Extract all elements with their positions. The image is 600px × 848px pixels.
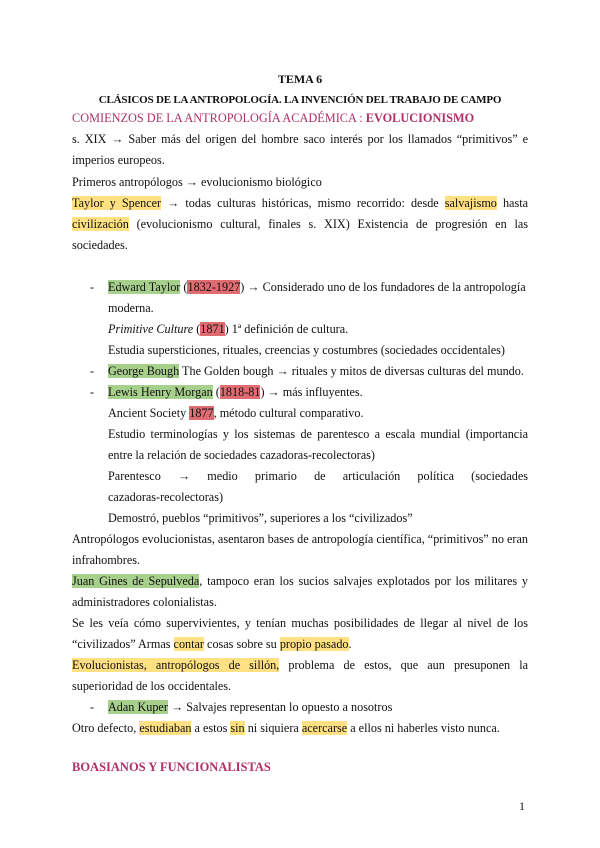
highlight-sin: sin [230, 721, 245, 735]
text-run: hasta [496, 196, 529, 210]
highlight-evolucionistas: Evolucionistas, antropólogos de sillón, [72, 658, 280, 672]
section-heading-boasianos: BOASIANOS Y FUNCIONALISTAS [72, 760, 271, 774]
text-run: a ellos ni haberles visto nunca. [347, 721, 500, 735]
highlight-george-bough: George Bough [108, 364, 180, 378]
section-label-bold: EVOLUCIONISMO [365, 111, 475, 125]
paragraph-line: moderna. [108, 301, 154, 315]
highlight-taylor-spencer: Taylor y Spencer [72, 196, 162, 210]
paragraph-line: Estudio terminologías y los sistemas de parentesco a escala mundial (importancia [108, 427, 528, 441]
highlight-estudiaban: estudiaban [139, 721, 192, 735]
highlight-adan-kuper: Adan Kuper [108, 700, 168, 714]
text-run: a estos [191, 721, 231, 735]
highlight-acercarse: acercarse [301, 721, 348, 735]
text-run: → Salvajes representan lo opuesto a nosotros [167, 700, 393, 714]
text-run: ( [212, 385, 220, 399]
text-run: , método cultural comparativo. [213, 406, 364, 420]
paragraph-line [72, 721, 500, 736]
highlight-years: 1818-81 [219, 385, 261, 399]
paragraph-line [72, 637, 352, 652]
text-run: problema de estos, que aun presuponen la [279, 658, 528, 672]
bullet-dash: - [90, 280, 95, 294]
text-run: ( [180, 280, 188, 294]
paragraph-line: administradores colonialistas. [72, 595, 217, 609]
highlight-sepulveda: Juan Gines de Sepulveda [72, 574, 200, 588]
document-title: TEMA 6 [277, 72, 323, 86]
text-run: ) → Considerado uno de los fundadores de la antropología [240, 280, 526, 294]
text-run: Otro defecto, [72, 721, 140, 735]
highlight-propio-pasado: propio pasado [279, 637, 349, 651]
paragraph-line: entre la relación de sociedades cazadoras-recolectoras) [108, 448, 375, 462]
paragraph-line: imperios europeos. [72, 153, 165, 167]
bullet-george-bough [108, 364, 524, 379]
highlight-lewis-morgan: Lewis Henry Morgan [108, 385, 213, 399]
paragraph-line: infrahombres. [72, 553, 141, 567]
highlight-edward-taylor: Edward Taylor [108, 280, 181, 294]
paragraph-line: Demostró, pueblos “primitivos”, superiores a los “civilizados” [108, 511, 413, 525]
section-heading-evolucionismo [72, 111, 474, 126]
paragraph-line: Se les veía cómo supervivientes, y tenían muchas posibilidades de llegar al nivel de los [72, 616, 528, 630]
highlight-years: 1832-1927 [187, 280, 241, 294]
text-run: ) → más influyentes. [260, 385, 363, 399]
work-title: Primitive Culture [108, 322, 194, 336]
text-run: → todas culturas históricas, mismo recorrido: desde [161, 196, 445, 210]
bullet-edward-taylor [108, 280, 526, 295]
text-run: . [348, 637, 352, 651]
highlight-year: 1877 [189, 406, 214, 420]
page-number: 1 [519, 799, 525, 813]
highlight-year: 1871 [200, 322, 225, 336]
text-run: ni siquiera [244, 721, 302, 735]
paragraph-line [72, 658, 528, 673]
highlight-contar: contar [173, 637, 204, 651]
bullet-lewis-morgan [108, 385, 363, 400]
paragraph-line: superioridad de los occidentales. [72, 679, 232, 693]
text-run: (evolucionismo cultural, finales s. XIX) Existencia de progresión en las [128, 217, 528, 231]
paragraph-line: s. XIX → Saber más del origen del hombre saco interés por los llamados “primitivos” e [72, 132, 528, 146]
paragraph-line: cazadoras-recolectoras) [108, 490, 224, 504]
paragraph-line: Estudia supersticiones, rituales, creencias y costumbres (sociedades occidentales) [108, 343, 505, 357]
bullet-dash: - [90, 385, 95, 399]
bullet-dash: - [90, 364, 95, 378]
document-subtitle: CLÁSICOS DE LA ANTROPOLOGÍA. LA INVENCIÓN DEL TRABAJO DE CAMPO [98, 94, 502, 106]
section-label: COMIENZOS DE LA ANTROPOLOGÍA ACADÉMICA : [72, 111, 366, 125]
paragraph-line: Primeros antropólogos → evolucionismo biológico [72, 175, 322, 189]
paragraph-line [72, 217, 528, 232]
highlight-civilizacion: civilización [72, 217, 129, 231]
paragraph-line [108, 406, 364, 421]
paragraph-line: sociedades. [72, 238, 128, 252]
text-run: cosas sobre su [203, 637, 280, 651]
text-run: , tampoco eran los sucios salvajes explotados por los militares y [199, 574, 528, 588]
paragraph-line [72, 196, 528, 211]
highlight-salvajismo: salvajismo [444, 196, 497, 210]
paragraph-line [72, 574, 528, 589]
bullet-dash: - [90, 700, 95, 714]
text-run: ( [193, 322, 201, 336]
text-run: The Golden bough → rituales y mitos de diversas culturas del mundo. [179, 364, 524, 378]
text-run: “civilizados” Armas [72, 637, 174, 651]
paragraph-line: Parentesco → medio primario de articulación política (sociedades [108, 469, 528, 483]
paragraph-line [108, 322, 348, 337]
text-run: ) 1ª definición de cultura. [224, 322, 349, 336]
bullet-adan-kuper [108, 700, 392, 715]
paragraph-line: Antropólogos evolucionistas, asentaron bases de antropología científica, “primitivos” no eran [72, 532, 528, 546]
text-run: Ancient Society [108, 406, 190, 420]
